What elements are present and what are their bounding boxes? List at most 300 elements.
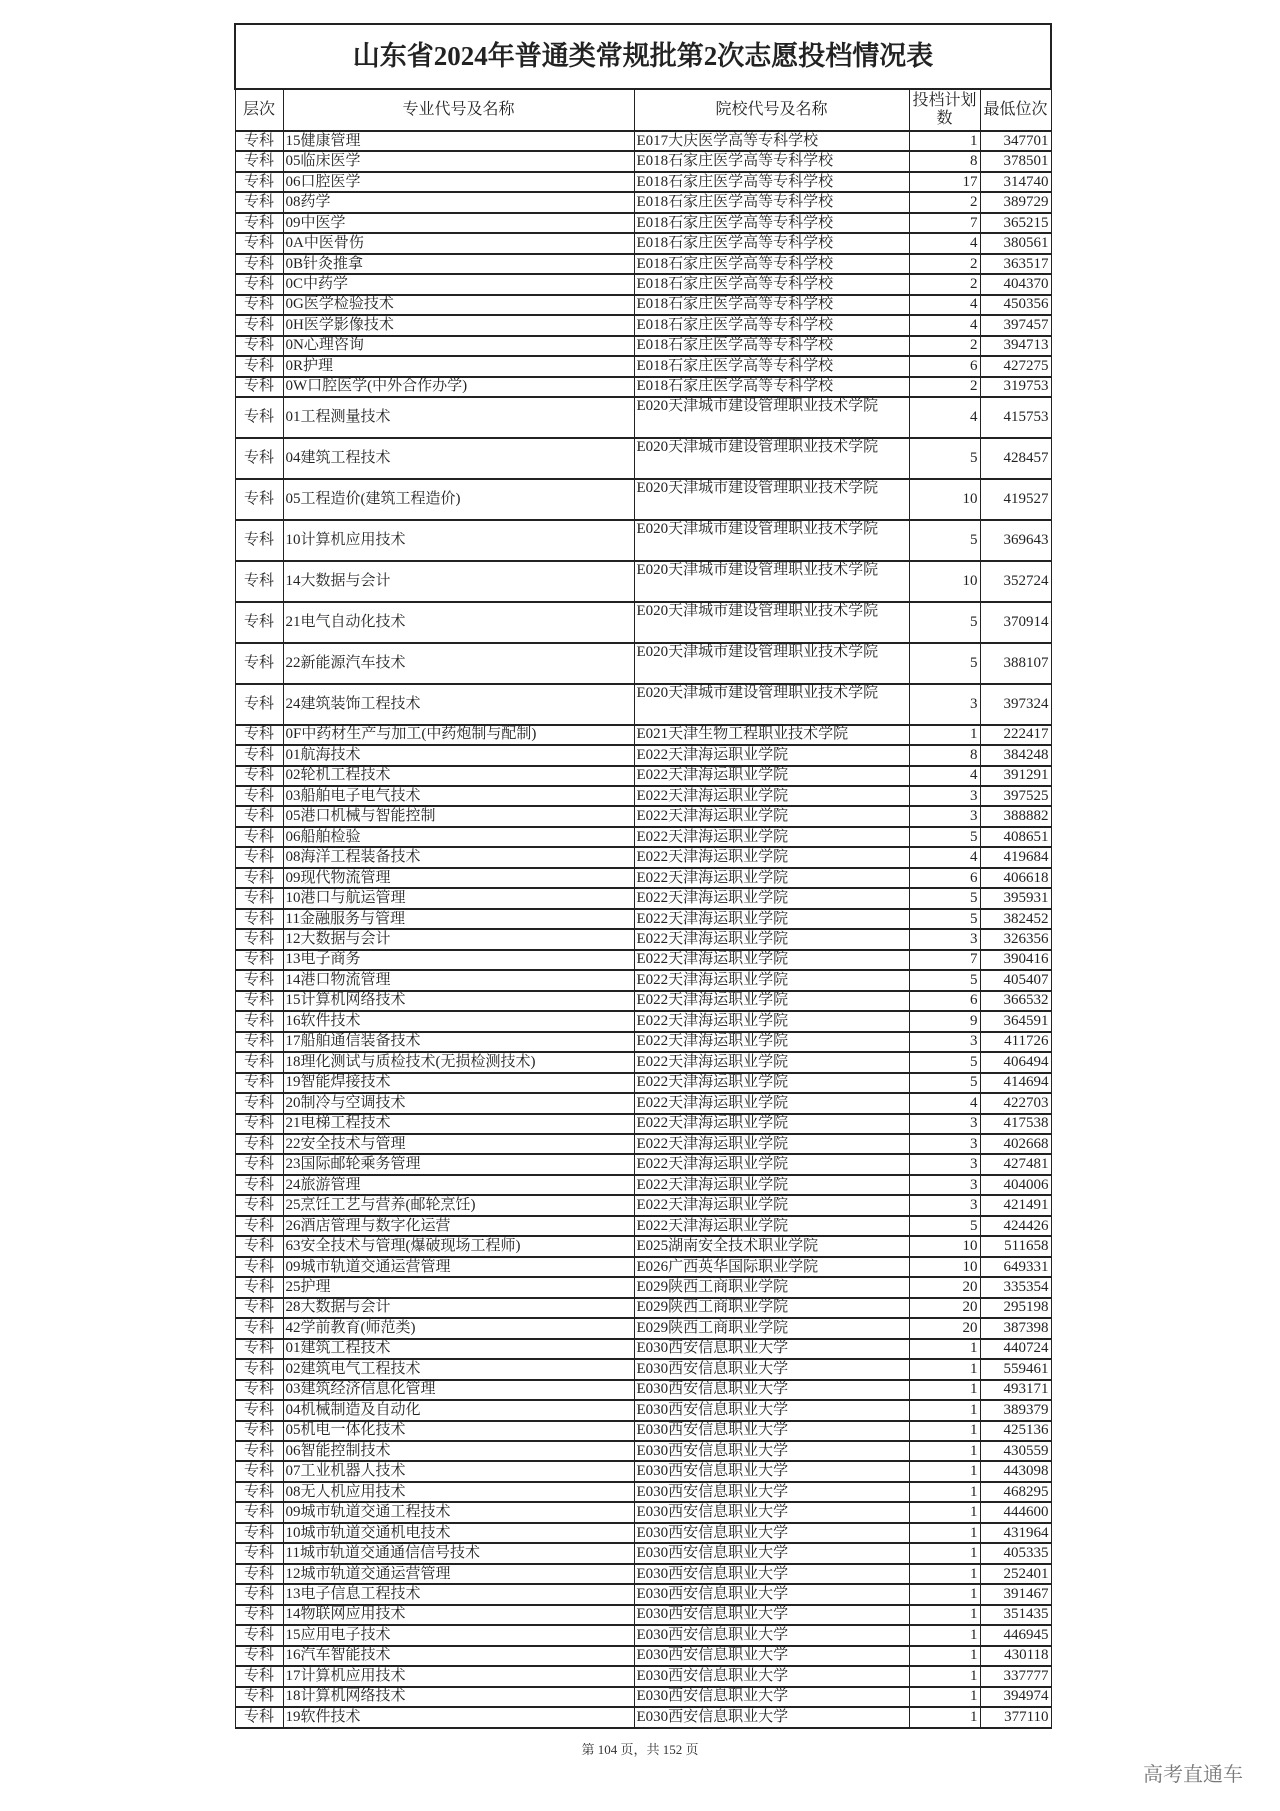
table-row — [235, 1461, 1051, 1481]
rank-cell: 295198 — [980, 1298, 1051, 1318]
rank-cell: 428457 — [980, 438, 1051, 479]
school-cell: E022天津海运职业学院 — [634, 847, 909, 867]
rank-cell: 380561 — [980, 233, 1051, 253]
rank-cell: 559461 — [980, 1359, 1051, 1379]
rank-cell: 397457 — [980, 315, 1051, 335]
plan-cell: 10 — [909, 1236, 980, 1256]
table-row — [235, 786, 1051, 806]
table-row — [235, 377, 1051, 397]
major-cell: 05机电一体化技术 — [283, 1421, 634, 1441]
rank-cell: 319753 — [980, 377, 1051, 397]
major-cell: 10港口与航运管理 — [283, 888, 634, 908]
table-row — [235, 1134, 1051, 1154]
table-row — [235, 1318, 1051, 1338]
rank-cell: 417538 — [980, 1114, 1051, 1134]
plan-cell: 5 — [909, 827, 980, 847]
plan-cell: 1 — [909, 1666, 980, 1686]
table-row — [235, 1564, 1051, 1584]
level-cell: 专科 — [235, 766, 283, 786]
table-row — [235, 684, 1051, 725]
level-cell: 专科 — [235, 192, 283, 212]
major-cell: 17计算机应用技术 — [283, 1666, 634, 1686]
major-cell: 09中医学 — [283, 213, 634, 233]
plan-cell: 4 — [909, 1093, 980, 1113]
school-cell: E022天津海运职业学院 — [634, 1216, 909, 1236]
plan-cell: 1 — [909, 1687, 980, 1707]
plan-cell: 5 — [909, 970, 980, 990]
table-row — [235, 1543, 1051, 1563]
rank-cell: 377110 — [980, 1707, 1051, 1727]
major-cell: 63安全技术与管理(爆破现场工程师) — [283, 1236, 634, 1256]
level-cell: 专科 — [235, 1605, 283, 1625]
header-level: 层次 — [235, 89, 283, 131]
table-title: 山东省2024年普通类常规批第2次志愿投档情况表 — [235, 24, 1051, 89]
plan-cell: 5 — [909, 602, 980, 643]
level-cell: 专科 — [235, 909, 283, 929]
plan-cell: 1 — [909, 1400, 980, 1420]
level-cell: 专科 — [235, 1687, 283, 1707]
rank-cell: 419527 — [980, 479, 1051, 520]
school-cell: E021天津生物工程职业技术学院 — [634, 725, 909, 745]
rank-cell: 326356 — [980, 929, 1051, 949]
plan-cell: 1 — [909, 1502, 980, 1522]
level-cell: 专科 — [235, 1523, 283, 1543]
school-cell: E030西安信息职业大学 — [634, 1584, 909, 1604]
plan-cell: 5 — [909, 1073, 980, 1093]
table-row — [235, 950, 1051, 970]
school-cell: E030西安信息职业大学 — [634, 1400, 909, 1420]
level-cell: 专科 — [235, 1339, 283, 1359]
level-cell: 专科 — [235, 172, 283, 192]
plan-cell: 3 — [909, 806, 980, 826]
school-cell: E022天津海运职业学院 — [634, 745, 909, 765]
plan-cell: 20 — [909, 1298, 980, 1318]
plan-cell: 1 — [909, 725, 980, 745]
rank-cell: 352724 — [980, 561, 1051, 602]
major-cell: 0B针灸推拿 — [283, 254, 634, 274]
plan-cell: 17 — [909, 172, 980, 192]
rank-cell: 440724 — [980, 1339, 1051, 1359]
rank-cell: 402668 — [980, 1134, 1051, 1154]
major-cell: 12城市轨道交通运营管理 — [283, 1564, 634, 1584]
school-cell: E018石家庄医学高等专科学校 — [634, 315, 909, 335]
rank-cell: 405407 — [980, 970, 1051, 990]
table-row — [235, 1523, 1051, 1543]
level-cell: 专科 — [235, 602, 283, 643]
level-cell: 专科 — [235, 1011, 283, 1031]
level-cell: 专科 — [235, 1236, 283, 1256]
rank-cell: 394974 — [980, 1687, 1051, 1707]
plan-cell: 1 — [909, 1625, 980, 1645]
table-row — [235, 1400, 1051, 1420]
major-cell: 01建筑工程技术 — [283, 1339, 634, 1359]
header-school: 院校代号及名称 — [634, 89, 909, 131]
level-cell: 专科 — [235, 1277, 283, 1297]
rank-cell: 446945 — [980, 1625, 1051, 1645]
table-row — [235, 806, 1051, 826]
table-row — [235, 1380, 1051, 1400]
rank-cell: 335354 — [980, 1277, 1051, 1297]
level-cell: 专科 — [235, 1421, 283, 1441]
major-cell: 0R护理 — [283, 356, 634, 376]
table-row — [235, 1011, 1051, 1031]
level-cell: 专科 — [235, 1216, 283, 1236]
school-cell: E018石家庄医学高等专科学校 — [634, 192, 909, 212]
major-cell: 11金融服务与管理 — [283, 909, 634, 929]
plan-cell: 10 — [909, 561, 980, 602]
school-cell: E018石家庄医学高等专科学校 — [634, 151, 909, 171]
rank-cell: 414694 — [980, 1073, 1051, 1093]
major-cell: 42学前教育(师范类) — [283, 1318, 634, 1338]
plan-cell: 3 — [909, 929, 980, 949]
table-row — [235, 602, 1051, 643]
school-cell: E022天津海运职业学院 — [634, 1175, 909, 1195]
level-cell: 专科 — [235, 213, 283, 233]
table-row — [235, 192, 1051, 212]
rank-cell: 391467 — [980, 1584, 1051, 1604]
table-row — [235, 1482, 1051, 1502]
rank-cell: 649331 — [980, 1257, 1051, 1277]
plan-cell: 2 — [909, 274, 980, 294]
level-cell: 专科 — [235, 1073, 283, 1093]
school-cell: E020天津城市建设管理职业技术学院 — [634, 561, 909, 602]
level-cell: 专科 — [235, 1707, 283, 1727]
major-cell: 07工业机器人技术 — [283, 1461, 634, 1481]
level-cell: 专科 — [235, 1625, 283, 1645]
school-cell: E030西安信息职业大学 — [634, 1605, 909, 1625]
school-cell: E022天津海运职业学院 — [634, 929, 909, 949]
plan-cell: 1 — [909, 1646, 980, 1666]
plan-cell: 2 — [909, 192, 980, 212]
table-row — [235, 929, 1051, 949]
rank-cell: 422703 — [980, 1093, 1051, 1113]
plan-cell: 1 — [909, 1380, 980, 1400]
table-row — [235, 909, 1051, 929]
school-cell: E030西安信息职业大学 — [634, 1646, 909, 1666]
plan-cell: 1 — [909, 1564, 980, 1584]
level-cell: 专科 — [235, 950, 283, 970]
plan-cell: 3 — [909, 1195, 980, 1215]
major-cell: 0C中药学 — [283, 274, 634, 294]
table-row — [235, 274, 1051, 294]
rank-cell: 390416 — [980, 950, 1051, 970]
school-cell: E030西安信息职业大学 — [634, 1421, 909, 1441]
school-cell: E022天津海运职业学院 — [634, 1073, 909, 1093]
school-cell: E026广西英华国际职业学院 — [634, 1257, 909, 1277]
level-cell: 专科 — [235, 868, 283, 888]
rank-cell: 425136 — [980, 1421, 1051, 1441]
level-cell: 专科 — [235, 786, 283, 806]
level-cell: 专科 — [235, 725, 283, 745]
school-cell: E022天津海运职业学院 — [634, 970, 909, 990]
table-row — [235, 1093, 1051, 1113]
level-cell: 专科 — [235, 1359, 283, 1379]
major-cell: 09现代物流管理 — [283, 868, 634, 888]
plan-cell: 6 — [909, 991, 980, 1011]
rank-cell: 378501 — [980, 151, 1051, 171]
table-row — [235, 131, 1051, 151]
table-row — [235, 1298, 1051, 1318]
plan-cell: 1 — [909, 131, 980, 151]
school-cell: E020天津城市建设管理职业技术学院 — [634, 397, 909, 438]
table-row — [235, 356, 1051, 376]
rank-cell: 252401 — [980, 1564, 1051, 1584]
rank-cell: 444600 — [980, 1502, 1051, 1522]
table-row — [235, 970, 1051, 990]
table-row — [235, 151, 1051, 171]
plan-cell: 1 — [909, 1359, 980, 1379]
rank-cell: 405335 — [980, 1543, 1051, 1563]
school-cell: E018石家庄医学高等专科学校 — [634, 274, 909, 294]
table-row — [235, 1236, 1051, 1256]
school-cell: E030西安信息职业大学 — [634, 1502, 909, 1522]
table-row — [235, 315, 1051, 335]
table-row — [235, 888, 1051, 908]
major-cell: 22新能源汽车技术 — [283, 643, 634, 684]
rank-cell: 406494 — [980, 1052, 1051, 1072]
school-cell: E022天津海运职业学院 — [634, 1114, 909, 1134]
table-row — [235, 1257, 1051, 1277]
table-row — [235, 766, 1051, 786]
major-cell: 14物联网应用技术 — [283, 1605, 634, 1625]
level-cell: 专科 — [235, 806, 283, 826]
level-cell: 专科 — [235, 151, 283, 171]
rank-cell: 351435 — [980, 1605, 1051, 1625]
major-cell: 16汽车智能技术 — [283, 1646, 634, 1666]
plan-cell: 1 — [909, 1523, 980, 1543]
school-cell: E030西安信息职业大学 — [634, 1482, 909, 1502]
level-cell: 专科 — [235, 1441, 283, 1461]
rank-cell: 389729 — [980, 192, 1051, 212]
level-cell: 专科 — [235, 438, 283, 479]
major-cell: 16软件技术 — [283, 1011, 634, 1031]
rank-cell: 337777 — [980, 1666, 1051, 1686]
level-cell: 专科 — [235, 377, 283, 397]
school-cell: E022天津海运职业学院 — [634, 1093, 909, 1113]
major-cell: 0N心理咨询 — [283, 336, 634, 356]
plan-cell: 7 — [909, 213, 980, 233]
level-cell: 专科 — [235, 336, 283, 356]
table-row — [235, 643, 1051, 684]
rank-cell: 382452 — [980, 909, 1051, 929]
level-cell: 专科 — [235, 1154, 283, 1174]
school-cell: E030西安信息职业大学 — [634, 1359, 909, 1379]
table-row — [235, 1646, 1051, 1666]
rank-cell: 431964 — [980, 1523, 1051, 1543]
table-row — [235, 172, 1051, 192]
school-cell: E022天津海运职业学院 — [634, 950, 909, 970]
table-row — [235, 991, 1051, 1011]
rank-cell: 450356 — [980, 295, 1051, 315]
header-major: 专业代号及名称 — [283, 89, 634, 131]
table-row — [235, 1584, 1051, 1604]
table-row — [235, 1114, 1051, 1134]
table-row — [235, 397, 1051, 438]
school-cell: E020天津城市建设管理职业技术学院 — [634, 602, 909, 643]
table-row — [235, 827, 1051, 847]
rank-cell: 384248 — [980, 745, 1051, 765]
plan-cell: 5 — [909, 909, 980, 929]
plan-cell: 1 — [909, 1421, 980, 1441]
table-row — [235, 295, 1051, 315]
rank-cell: 222417 — [980, 725, 1051, 745]
major-cell: 23国际邮轮乘务管理 — [283, 1154, 634, 1174]
school-cell: E018石家庄医学高等专科学校 — [634, 377, 909, 397]
school-cell: E030西安信息职业大学 — [634, 1339, 909, 1359]
rank-cell: 395931 — [980, 888, 1051, 908]
plan-cell: 1 — [909, 1339, 980, 1359]
rank-cell: 430118 — [980, 1646, 1051, 1666]
major-cell: 18理化测试与质检技术(无损检测技术) — [283, 1052, 634, 1072]
level-cell: 专科 — [235, 131, 283, 151]
rank-cell: 388882 — [980, 806, 1051, 826]
school-cell: E022天津海运职业学院 — [634, 766, 909, 786]
plan-cell: 1 — [909, 1584, 980, 1604]
plan-cell: 3 — [909, 1154, 980, 1174]
plan-cell: 2 — [909, 254, 980, 274]
major-cell: 11城市轨道交通通信信号技术 — [283, 1543, 634, 1563]
level-cell: 专科 — [235, 520, 283, 561]
table-row — [235, 1277, 1051, 1297]
table-row — [235, 847, 1051, 867]
rank-cell: 387398 — [980, 1318, 1051, 1338]
school-cell: E020天津城市建设管理职业技术学院 — [634, 438, 909, 479]
rank-cell: 394713 — [980, 336, 1051, 356]
level-cell: 专科 — [235, 1032, 283, 1052]
major-cell: 14大数据与会计 — [283, 561, 634, 602]
level-cell: 专科 — [235, 1134, 283, 1154]
rank-cell: 511658 — [980, 1236, 1051, 1256]
level-cell: 专科 — [235, 1564, 283, 1584]
rank-cell: 397525 — [980, 786, 1051, 806]
rank-cell: 370914 — [980, 602, 1051, 643]
rank-cell: 427275 — [980, 356, 1051, 376]
plan-cell: 5 — [909, 1216, 980, 1236]
level-cell: 专科 — [235, 1584, 283, 1604]
school-cell: E022天津海运职业学院 — [634, 827, 909, 847]
level-cell: 专科 — [235, 970, 283, 990]
table-row — [235, 233, 1051, 253]
level-cell: 专科 — [235, 1666, 283, 1686]
major-cell: 05港口机械与智能控制 — [283, 806, 634, 826]
level-cell: 专科 — [235, 827, 283, 847]
major-cell: 0G医学检验技术 — [283, 295, 634, 315]
school-cell: E029陕西工商职业学院 — [634, 1277, 909, 1297]
rank-cell: 365215 — [980, 213, 1051, 233]
table-row — [235, 1441, 1051, 1461]
table-row — [235, 1073, 1051, 1093]
major-cell: 12大数据与会计 — [283, 929, 634, 949]
plan-cell: 4 — [909, 295, 980, 315]
rank-cell: 406618 — [980, 868, 1051, 888]
table-row — [235, 213, 1051, 233]
school-cell: E029陕西工商职业学院 — [634, 1298, 909, 1318]
level-cell: 专科 — [235, 847, 283, 867]
major-cell: 15计算机网络技术 — [283, 991, 634, 1011]
level-cell: 专科 — [235, 745, 283, 765]
school-cell: E018石家庄医学高等专科学校 — [634, 356, 909, 376]
major-cell: 03船舶电子电气技术 — [283, 786, 634, 806]
major-cell: 19智能焊接技术 — [283, 1073, 634, 1093]
rank-cell: 443098 — [980, 1461, 1051, 1481]
level-cell: 专科 — [235, 233, 283, 253]
table-row — [235, 725, 1051, 745]
major-cell: 03建筑经济信息化管理 — [283, 1380, 634, 1400]
major-cell: 02轮机工程技术 — [283, 766, 634, 786]
plan-cell: 7 — [909, 950, 980, 970]
school-cell: E017大庆医学高等专科学校 — [634, 131, 909, 151]
rank-cell: 427481 — [980, 1154, 1051, 1174]
major-cell: 25护理 — [283, 1277, 634, 1297]
plan-cell: 5 — [909, 643, 980, 684]
school-cell: E030西安信息职业大学 — [634, 1441, 909, 1461]
table-row — [235, 1175, 1051, 1195]
major-cell: 01航海技术 — [283, 745, 634, 765]
major-cell: 25烹饪工艺与营养(邮轮烹饪) — [283, 1195, 634, 1215]
table-row — [235, 1707, 1051, 1727]
major-cell: 05临床医学 — [283, 151, 634, 171]
school-cell: E030西安信息职业大学 — [634, 1625, 909, 1645]
plan-cell: 3 — [909, 1175, 980, 1195]
level-cell: 专科 — [235, 1114, 283, 1134]
plan-cell: 3 — [909, 684, 980, 725]
level-cell: 专科 — [235, 1257, 283, 1277]
major-cell: 21电气自动化技术 — [283, 602, 634, 643]
major-cell: 09城市轨道交通工程技术 — [283, 1502, 634, 1522]
header-rank: 最低位次 — [980, 89, 1051, 131]
rank-cell: 363517 — [980, 254, 1051, 274]
table-row — [235, 336, 1051, 356]
plan-cell: 4 — [909, 766, 980, 786]
level-cell: 专科 — [235, 1461, 283, 1481]
plan-cell: 2 — [909, 377, 980, 397]
school-cell: E030西安信息职业大学 — [634, 1666, 909, 1686]
major-cell: 05工程造价(建筑工程造价) — [283, 479, 634, 520]
plan-cell: 4 — [909, 233, 980, 253]
level-cell: 专科 — [235, 1175, 283, 1195]
watermark: 高考直通车 — [1143, 1762, 1243, 1786]
level-cell: 专科 — [235, 356, 283, 376]
level-cell: 专科 — [235, 929, 283, 949]
table-row — [235, 520, 1051, 561]
table-row — [235, 1502, 1051, 1522]
school-cell: E025湖南安全技术职业学院 — [634, 1236, 909, 1256]
table-row — [235, 868, 1051, 888]
plan-cell: 1 — [909, 1707, 980, 1727]
school-cell: E030西安信息职业大学 — [634, 1380, 909, 1400]
table-row — [235, 479, 1051, 520]
major-cell: 06口腔医学 — [283, 172, 634, 192]
school-cell: E022天津海运职业学院 — [634, 868, 909, 888]
plan-cell: 1 — [909, 1461, 980, 1481]
rank-cell: 347701 — [980, 131, 1051, 151]
school-cell: E022天津海运职业学院 — [634, 1134, 909, 1154]
level-cell: 专科 — [235, 1298, 283, 1318]
school-cell: E020天津城市建设管理职业技术学院 — [634, 520, 909, 561]
level-cell: 专科 — [235, 397, 283, 438]
table-row — [235, 1052, 1051, 1072]
rank-cell: 430559 — [980, 1441, 1051, 1461]
table-row — [235, 254, 1051, 274]
rank-cell: 366532 — [980, 991, 1051, 1011]
level-cell: 专科 — [235, 254, 283, 274]
school-cell: E022天津海运职业学院 — [634, 1154, 909, 1174]
school-cell: E018石家庄医学高等专科学校 — [634, 336, 909, 356]
school-cell: E018石家庄医学高等专科学校 — [634, 233, 909, 253]
plan-cell: 5 — [909, 520, 980, 561]
school-cell: E022天津海运职业学院 — [634, 888, 909, 908]
school-cell: E022天津海运职业学院 — [634, 1195, 909, 1215]
